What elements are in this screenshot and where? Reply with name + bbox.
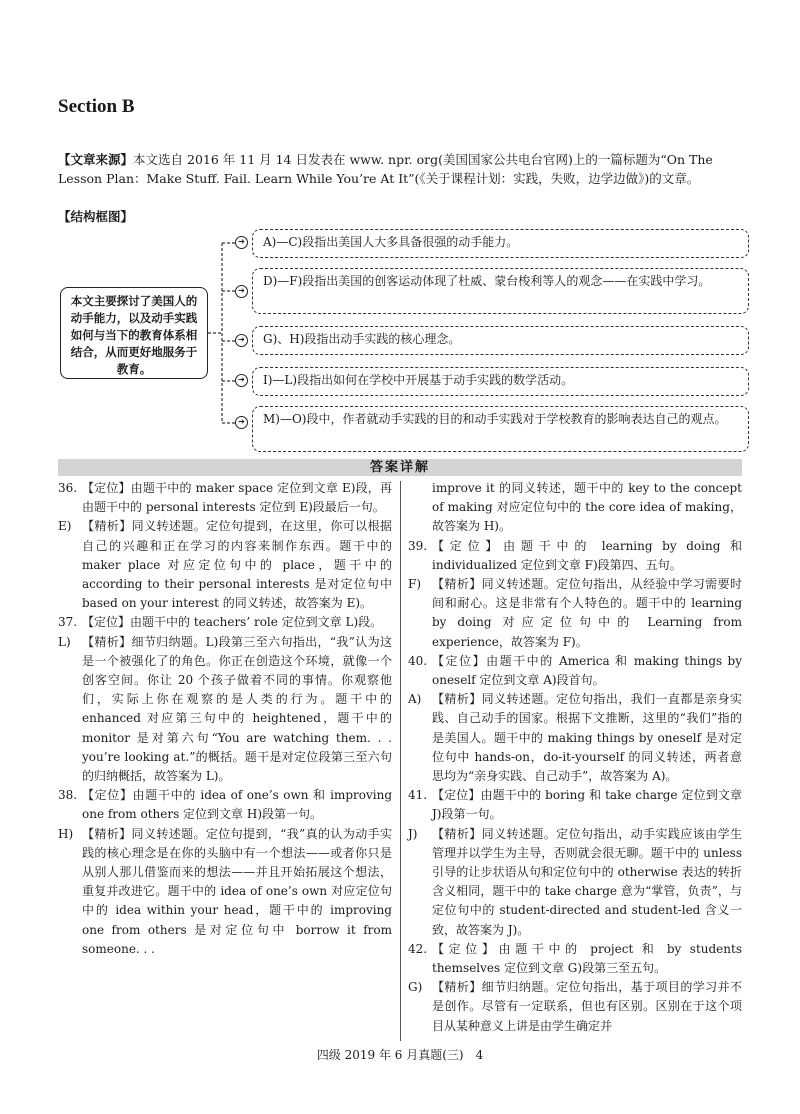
entry-number: E) [58, 519, 72, 534]
entry-text: 【精析】同义转述题。定位句指出，动手实践应该由学生管理并以学生为主导，否则就会很无聊。题干中的 unless 引导的让步状语从句和定位句中的 otherwise 表达的转折含义相同，题干中的 take charge 意为“掌管，负责”，与定位句中的 student-directed and student-led 含义一致，故答案为 J)。 [432, 826, 742, 937]
arrow-circle-icon: ➔ [235, 285, 248, 298]
entry-number: 36. [58, 481, 78, 495]
entry-text: 【精析】细节归纳题。定位句指出，基于项目的学习并不是创作。尽管有一定联系，但也有区别。区别在于这个项目从某种意义上讲是由学生确定并 [432, 980, 742, 1033]
branch-box: D)—F)段指出美国的创客运动体现了杜威、蒙台梭利等人的观念——在实践中学习。 [252, 268, 749, 314]
answer-entry [58, 786, 392, 824]
source-text: 本文选自 2016 年 11 月 14 日发表在 www. npr. org(美国国家公共电台官网)上的一篇标题为“On The Lesson Plan：Make Stuff. Fail. Learn While You’re At It”(《关于课程计划：实践，失败，边学边做》)的文章。 [58, 152, 713, 186]
entry-number: J) [408, 826, 418, 841]
entry-text: 【定位】由题干中的 idea of one’s own 和 improving one from others 定位到文章 H)段第一句。 [82, 788, 392, 822]
entry-text: 【精析】同义转述题。定位句指出，我们一直都是亲身实践、自己动手的国家。根据下文推断，这里的“我们”指的是美国人。题干中的 making things by oneself 是对定位句中 hands-on，do-it-yourself 的同义转述，两者意思均为“亲身实践、自己动手”，故答案为 A)。 [432, 692, 742, 784]
answers-banner: 答案详解 [58, 459, 742, 476]
summary-box: 本文主要探讨了美国人的动手能力，以及动手实践如何与当下的教育体系相结合，从而更好地服务于教育。 [60, 287, 208, 379]
right-column [408, 479, 742, 1036]
branch-box: M)—O)段中，作者就动手实践的目的和动手实践对于学校教育的影响表达自己的观点。 [252, 406, 749, 452]
branch-box: I)—L)段指出如何在学校中开展基于动手实践的数学活动。 [252, 367, 749, 396]
answer-entry [408, 825, 742, 940]
structure-label: 【结构框图】 [58, 209, 134, 224]
entry-number: F) [408, 577, 422, 592]
entry-number: 41. [408, 788, 428, 803]
entry-number: L) [58, 634, 71, 649]
left-column [58, 479, 392, 959]
arrow-circle-icon: ➔ [235, 416, 248, 429]
answer-entry [408, 575, 742, 652]
answer-entry [408, 537, 742, 575]
entry-number: 39. [408, 538, 428, 553]
entry-text: 【定位】由题干中的 project 和 by students themselves 定位到文章 G)段第三至五句。 [432, 941, 742, 976]
answer-entry [58, 825, 392, 959]
answer-entry [408, 978, 742, 1036]
entry-text: 【定位】由题干中的 learning by doing 和 individualized 定位到文章 F)段第四、五句。 [432, 538, 742, 572]
answer-entry [58, 479, 392, 517]
page-footer: 四级 2019 年 6 月真题(三) 4 [316, 1048, 484, 1062]
entry-number: 40. [408, 653, 428, 668]
entry-text: 【精析】同义转述题。定位句提到，“我”真的认为动手实践的核心理念是在你的头脑中有一个想法——或者你只是从别人那儿借鉴而来的想法——并且开始拓展这个想法，重复并改进它。题干中的 idea of one’s own 对应定位句中的 idea within your head，题干中的 improving one from others 是对定位句中 borrow it from someone. . . [82, 826, 392, 956]
answer-entry [408, 940, 742, 978]
entry-number: 42. [408, 941, 428, 956]
entry-number: 37. [58, 615, 78, 630]
answer-entry [58, 633, 392, 787]
source-label: 【文章来源】 [58, 152, 134, 167]
entry-text: 【定位】由题干中的 America 和 making things by oneself 定位到文章 A)段首句。 [432, 653, 742, 688]
continuation-text: improve it 的同义转述，题干中的 key to the concept of making 对应定位句中的 the core idea of making，故答案为 H)。 [432, 481, 742, 534]
entry-number: 38. [58, 788, 78, 803]
entry-number: A) [408, 692, 422, 707]
branch-box: A)—C)段指出美国人大多具备很强的动手能力。 [252, 229, 749, 258]
arrow-circle-icon: ➔ [235, 334, 248, 347]
answer-entry [58, 613, 392, 632]
entry-text: 【定位】由题干中的 maker space 定位到文章 E)段，再由题干中的 personal interests 定位到 E)段最后一句。 [82, 481, 392, 515]
entry-text: 【定位】由题干中的 boring 和 take charge 定位到文章 J)段第一句。 [432, 788, 742, 822]
entry-text: 【精析】同义转述题。定位句指出，从经验中学习需要时间和耐心。这是非常有个人特色的。题干中的 learning by doing 对应定位句中的 Learning from experience，故答案为 F)。 [432, 577, 742, 649]
entry-text: 【精析】细节归纳题。L)段第三至六句指出，“我”认为这是一个被强化了的角色。你正在创造这个环境，就像一个创客空间。你让 20 个孩子做着不同的事情。你观察他们，实际上你在观察的是人类的行为。题干中的 enhanced 对应第三句中的 heightened，题干中的 monitor 是对第六句“You are watching them. . . you’re looking at.”的概括。题干是对定位段第三至六句的归纳概括，故答案为 L)。 [82, 634, 392, 784]
branch-box: G)、H)段指出动手实践的核心理念。 [252, 326, 749, 355]
entry-number: G) [408, 980, 423, 995]
answer-entry [408, 786, 742, 824]
entry-text: 【定位】由题干中的 teachers’ role 定位到文章 L)段。 [82, 615, 383, 630]
entry-text: 【精析】同义转述题。定位句提到，在这里，你可以根据自己的兴趣和正在学习的内容来制作东西。题干中的 maker place 对应定位句中的 place，题干中的 according to their personal interests 是对定位句中 based on your interest 的同义转述，故答案为 E)。 [82, 519, 392, 611]
section-title: Section B [58, 96, 135, 117]
answer-entry [408, 690, 742, 786]
column-divider [400, 481, 401, 1041]
answer-entry [408, 652, 742, 690]
arrow-circle-icon: ➔ [235, 374, 248, 387]
arrow-circle-icon: ➔ [235, 236, 248, 249]
entry-number: H) [58, 826, 74, 841]
answer-entry [58, 517, 392, 613]
